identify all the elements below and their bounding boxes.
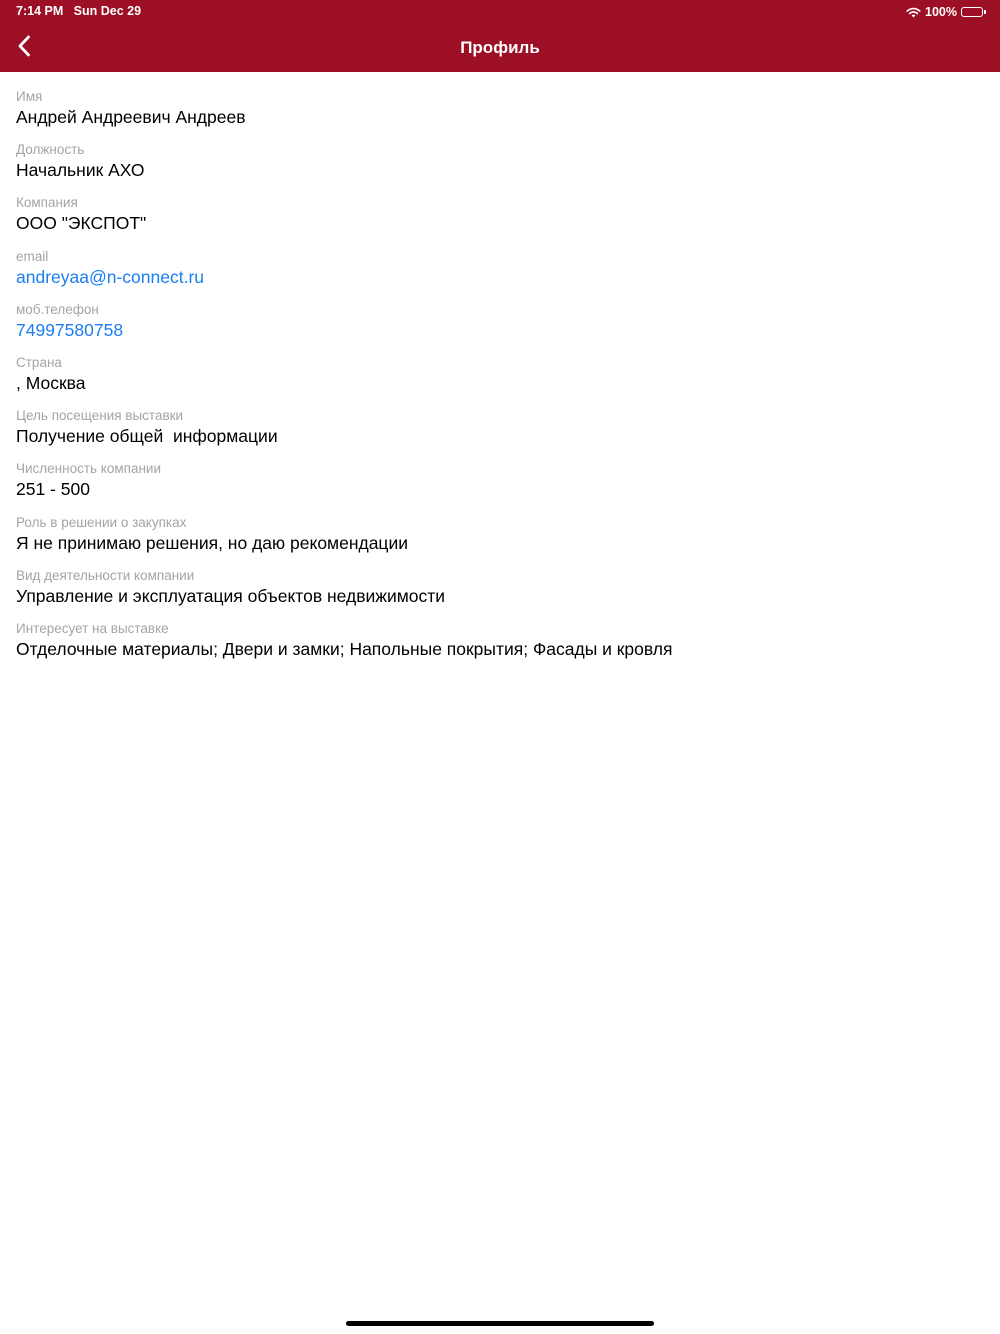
field-company-activity (16, 567, 984, 620)
wifi-icon (906, 7, 921, 18)
field-company-size (16, 460, 984, 513)
field-email (16, 248, 984, 301)
status-time-date (16, 4, 141, 18)
email-link[interactable]: andreyaa@n-connect.ru (16, 266, 205, 287)
phone-link[interactable]: 74997580758 (16, 319, 124, 340)
field-value: 251 - 500 (16, 479, 90, 500)
page-title: Профиль (460, 38, 540, 57)
field-label: Должность (16, 142, 85, 158)
field-value: Получение общей информации (16, 426, 278, 447)
status-time: 7:14 PM (16, 4, 64, 18)
field-country (16, 354, 984, 407)
field-value: Андрей Андреевич Андреев (16, 107, 246, 127)
field-interests (16, 620, 984, 673)
field-label: Вид деятельности компании (16, 567, 195, 583)
field-label: Интересует на выставке (16, 620, 169, 636)
field-label: моб.телефон (16, 301, 99, 317)
field-company (16, 194, 984, 247)
field-label: email (16, 248, 49, 264)
field-purchase-role (16, 514, 984, 567)
field-label: Цель посещения выставки (16, 408, 184, 424)
field-value: , Москва (16, 372, 86, 393)
status-date: Sun Dec 29 (73, 4, 142, 18)
field-position (16, 141, 984, 194)
battery-percent: 100% (925, 5, 957, 19)
field-label: Численность компании (16, 461, 162, 477)
field-value: Я не принимаю решения, но даю рекомендации (16, 532, 408, 553)
status-indicators (906, 3, 986, 21)
field-value: Начальник АХО (16, 160, 145, 181)
field-value: Отделочные материалы; Двери и замки; Напольные покрытия; Фасады и кровля (16, 638, 673, 659)
battery-icon (961, 7, 986, 17)
field-label: Имя (16, 89, 43, 104)
profile-details (16, 88, 984, 673)
field-name (16, 88, 984, 141)
home-indicator[interactable] (346, 1321, 654, 1326)
field-visit-purpose (16, 407, 984, 460)
field-mobile-phone (16, 301, 984, 354)
field-label: Компания (16, 195, 78, 211)
field-value: ООО "ЭКСПОТ" (16, 213, 147, 234)
navigation-bar (0, 0, 1000, 72)
field-value: Управление и эксплуатация объектов недвижимости (16, 585, 446, 606)
field-label: Роль в решении о закупках (16, 514, 187, 530)
field-label: Страна (16, 354, 62, 370)
